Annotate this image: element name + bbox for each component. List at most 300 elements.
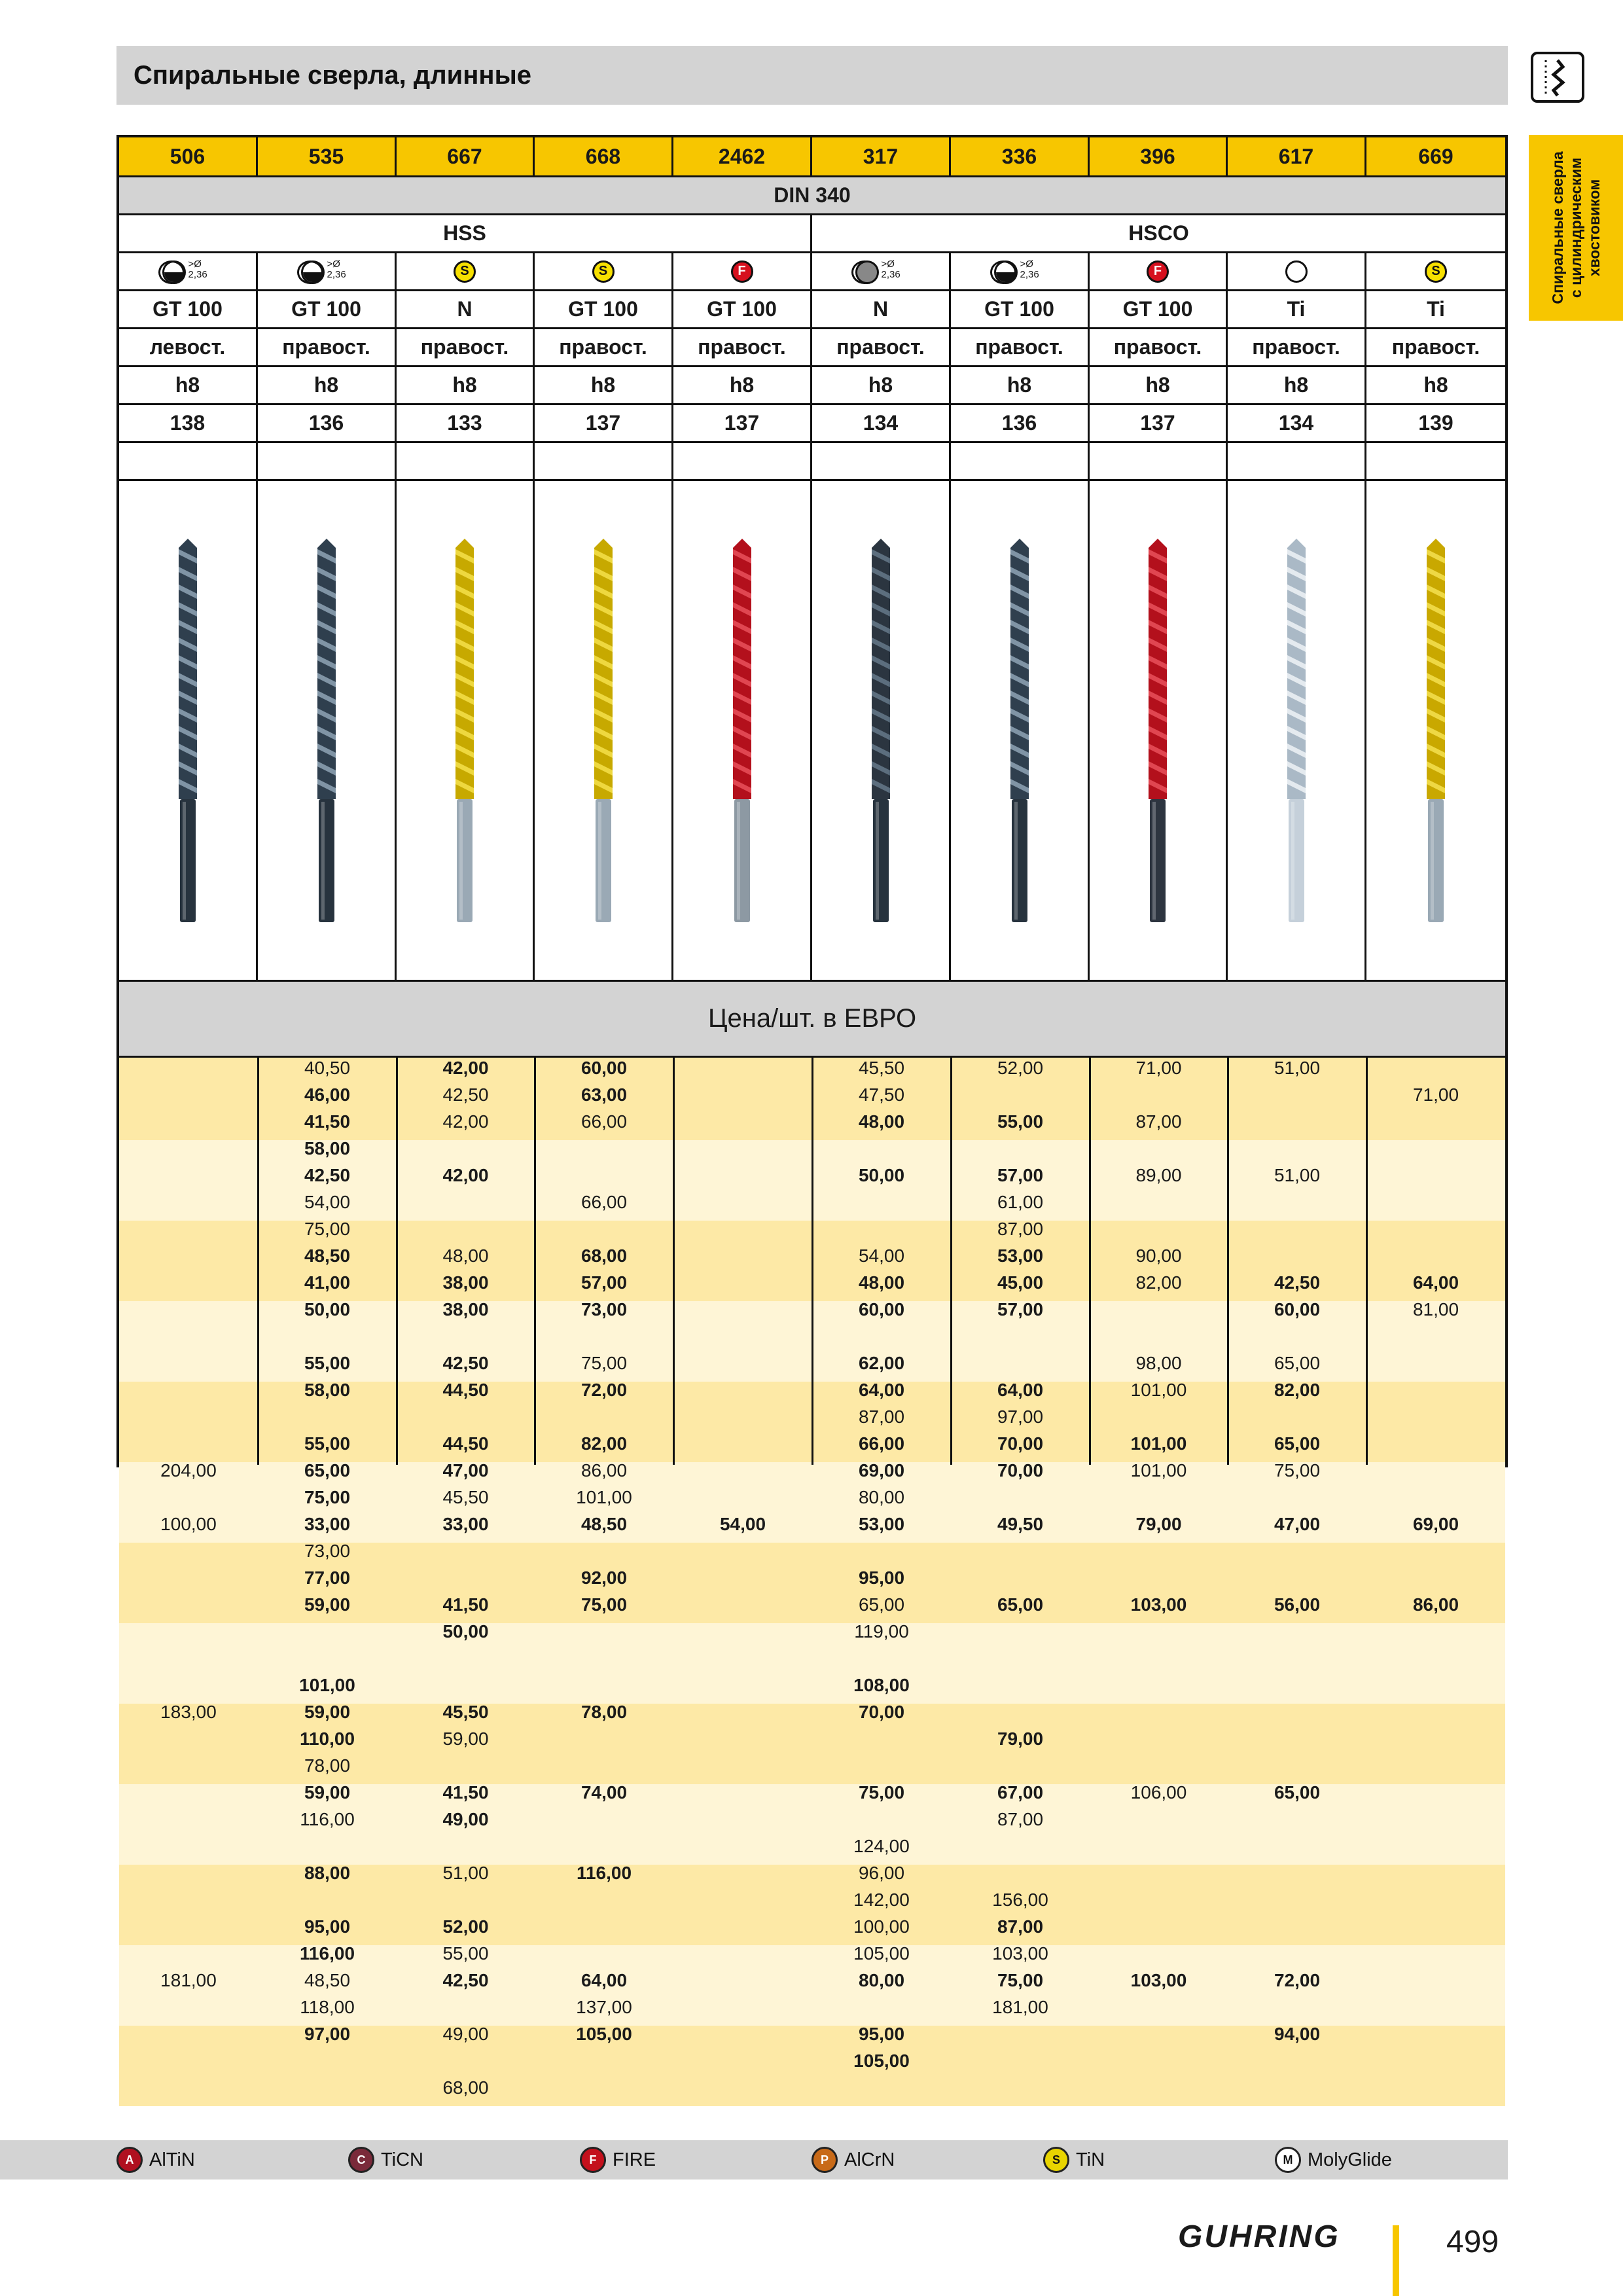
finish-circle-icon xyxy=(162,260,186,284)
price-value: 73,00 xyxy=(580,1299,628,1319)
price-header-row xyxy=(119,982,1505,1056)
diameter-symbol: >Ø xyxy=(188,258,202,270)
diameter-value: 2,36 xyxy=(327,268,346,280)
coating-icon-cell xyxy=(673,253,812,289)
price-value: 67,00 xyxy=(997,1782,1044,1803)
title-bar xyxy=(116,46,1508,105)
legend-label: TiCN xyxy=(381,2149,423,2170)
price-value: 124,00 xyxy=(853,1836,910,1856)
coating-f-icon: F xyxy=(1147,260,1169,283)
drill-image-cell xyxy=(673,481,812,980)
blank-cell xyxy=(535,443,673,479)
price-value: 101,00 xyxy=(576,1487,632,1507)
price-value: 62,00 xyxy=(858,1353,905,1373)
drill-bit-image xyxy=(307,537,346,924)
surface-finish-icon xyxy=(851,257,910,287)
diameter-value: 2,36 xyxy=(188,268,207,280)
price-value: 48,50 xyxy=(304,1970,351,1990)
side-tab-line: Спиральные сверла xyxy=(1549,151,1566,304)
article-code: 396 xyxy=(1090,137,1228,175)
price-value: 55,00 xyxy=(442,1943,489,1964)
article-code: 535 xyxy=(258,137,397,175)
blank-cell xyxy=(397,443,535,479)
direction-row xyxy=(119,329,1505,365)
price-value: 69,00 xyxy=(858,1460,905,1480)
blank-cell xyxy=(1366,443,1505,479)
section-side-tab[interactable] xyxy=(1529,135,1623,321)
price-value: 46,00 xyxy=(304,1085,351,1105)
side-tab-line: с цилиндрическим xyxy=(1567,157,1584,298)
legend-label: AlTiN xyxy=(149,2149,195,2170)
cutting-direction: правост. xyxy=(535,329,673,365)
price-value: 38,00 xyxy=(442,1272,489,1293)
price-value: 47,00 xyxy=(1274,1514,1321,1534)
price-value: 33,00 xyxy=(442,1514,489,1534)
price-value: 183,00 xyxy=(160,1702,217,1722)
price-value: 79,00 xyxy=(997,1729,1044,1749)
diameter-label xyxy=(327,259,346,280)
column-divider xyxy=(1366,1058,1368,1465)
coating-s-icon: S xyxy=(592,260,615,283)
point-angle: 134 xyxy=(812,405,951,441)
price-value: 116,00 xyxy=(299,1943,355,1964)
diameter-symbol: >Ø xyxy=(881,258,895,270)
coating-icon-cell xyxy=(535,253,673,289)
price-value: 51,00 xyxy=(1274,1165,1321,1185)
coating-alcrn-icon: P xyxy=(812,2147,838,2173)
price-value: 65,00 xyxy=(858,1594,905,1615)
article-code: 506 xyxy=(119,137,258,175)
cutting-direction: правост. xyxy=(673,329,812,365)
price-value: 52,00 xyxy=(442,1916,489,1937)
price-value: 116,00 xyxy=(576,1863,632,1883)
price-value: 90,00 xyxy=(1135,1246,1182,1266)
drill-image-cell xyxy=(1228,481,1366,980)
price-value: 89,00 xyxy=(1135,1165,1182,1185)
price-value: 49,00 xyxy=(442,1809,489,1829)
blank-cell xyxy=(1228,443,1366,479)
price-value: 42,50 xyxy=(304,1165,351,1185)
legend-label: AlCrN xyxy=(844,2149,895,2170)
article-codes-row xyxy=(119,137,1505,175)
price-value: 98,00 xyxy=(1135,1353,1182,1373)
drill-type: N xyxy=(812,291,951,327)
price-value: 142,00 xyxy=(853,1890,910,1910)
price-value: 110,00 xyxy=(299,1729,355,1749)
price-value: 204,00 xyxy=(160,1460,217,1480)
price-value: 45,50 xyxy=(858,1058,905,1078)
price-value: 48,50 xyxy=(304,1246,351,1266)
drill-bit-image xyxy=(168,537,207,924)
page-title: Спиральные сверла, длинные xyxy=(134,61,531,90)
price-value: 59,00 xyxy=(304,1782,351,1803)
price-value: 41,50 xyxy=(442,1594,489,1615)
point-angle: 134 xyxy=(1228,405,1366,441)
point-angle: 137 xyxy=(535,405,673,441)
price-value: 105,00 xyxy=(853,2051,910,2071)
tolerance: h8 xyxy=(951,367,1090,403)
price-value: 50,00 xyxy=(858,1165,905,1185)
finish-circle-icon xyxy=(301,260,325,284)
price-value: 100,00 xyxy=(160,1514,217,1534)
blank-cell xyxy=(1090,443,1228,479)
drill-image-cell xyxy=(119,481,258,980)
price-value: 88,00 xyxy=(304,1863,351,1883)
price-value: 60,00 xyxy=(580,1058,628,1078)
price-value: 38,00 xyxy=(442,1299,489,1319)
point-angle: 137 xyxy=(673,405,812,441)
price-value: 181,00 xyxy=(992,1997,1048,2017)
price-value: 75,00 xyxy=(997,1970,1044,1990)
price-value: 64,00 xyxy=(580,1970,628,1990)
tolerance: h8 xyxy=(258,367,397,403)
price-value: 42,00 xyxy=(442,1058,489,1078)
price-value: 72,00 xyxy=(1274,1970,1321,1990)
blank-row xyxy=(119,443,1505,479)
cutting-direction: правост. xyxy=(397,329,535,365)
point-angle: 138 xyxy=(119,405,258,441)
coating-icon-cell xyxy=(1228,253,1366,289)
price-value: 69,00 xyxy=(1412,1514,1459,1534)
price-value: 64,00 xyxy=(858,1380,905,1400)
tolerance: h8 xyxy=(1228,367,1366,403)
legend-item-ticn xyxy=(348,2140,423,2179)
price-value: 118,00 xyxy=(300,1997,355,2017)
brand-logo: GUHRING xyxy=(1178,2219,1340,2254)
price-value: 60,00 xyxy=(1274,1299,1321,1319)
cutting-direction: правост. xyxy=(258,329,397,365)
price-value: 70,00 xyxy=(997,1433,1044,1454)
price-value: 100,00 xyxy=(853,1916,910,1937)
price-value: 54,00 xyxy=(858,1246,905,1266)
side-tab-label xyxy=(1548,139,1603,316)
tolerance: h8 xyxy=(119,367,258,403)
price-value: 65,00 xyxy=(997,1594,1044,1615)
price-value: 116,00 xyxy=(300,1809,355,1829)
price-value: 86,00 xyxy=(580,1460,628,1480)
blank-cell xyxy=(951,443,1090,479)
price-value: 42,50 xyxy=(1274,1272,1321,1293)
price-value: 87,00 xyxy=(997,1916,1044,1937)
drill-type: GT 100 xyxy=(1090,291,1228,327)
price-value: 53,00 xyxy=(997,1246,1044,1266)
price-value: 59,00 xyxy=(304,1702,351,1722)
price-value: 51,00 xyxy=(442,1863,489,1883)
price-value: 119,00 xyxy=(854,1621,909,1641)
drill-image-cell xyxy=(258,481,397,980)
price-value: 60,00 xyxy=(858,1299,905,1319)
coating-legend xyxy=(0,2140,1508,2179)
finish-circle-icon xyxy=(994,260,1018,284)
cutting-direction: правост. xyxy=(951,329,1090,365)
price-value: 95,00 xyxy=(858,1568,905,1588)
drill-image-cell xyxy=(951,481,1090,980)
article-code: 669 xyxy=(1418,144,1454,168)
material-group: HSCO xyxy=(1128,221,1189,245)
point-angle: 139 xyxy=(1418,411,1454,435)
price-value: 54,00 xyxy=(719,1514,766,1534)
article-code: 667 xyxy=(397,137,535,175)
surface-finish-icon xyxy=(297,257,356,287)
price-value: 66,00 xyxy=(580,1111,628,1132)
coating-tin-icon: S xyxy=(1043,2147,1069,2173)
price-value: 105,00 xyxy=(576,2024,632,2044)
price-value: 106,00 xyxy=(1130,1782,1187,1803)
material-group: HSS xyxy=(119,215,812,251)
coating-fire-icon: F xyxy=(580,2147,606,2173)
price-value: 81,00 xyxy=(1412,1299,1459,1319)
uncoated-icon xyxy=(1285,260,1308,283)
drill-type: GT 100 xyxy=(535,291,673,327)
price-value: 45,00 xyxy=(997,1272,1044,1293)
blank-cell xyxy=(258,443,397,479)
point-angle: 136 xyxy=(258,405,397,441)
price-value: 44,50 xyxy=(442,1380,489,1400)
price-value: 49,00 xyxy=(442,2024,489,2044)
price-value: 42,50 xyxy=(442,1085,489,1105)
price-value: 55,00 xyxy=(304,1353,351,1373)
finish-circle-icon xyxy=(855,260,879,284)
coating-icon-cell xyxy=(258,253,397,289)
legend-label: TiN xyxy=(1076,2149,1105,2170)
price-value: 103,00 xyxy=(1130,1970,1187,1990)
cutting-direction: правост. xyxy=(1090,329,1228,365)
legend-label: FIRE xyxy=(613,2149,656,2170)
coating-ticn-icon: C xyxy=(348,2147,374,2173)
tolerance: h8 xyxy=(1090,367,1228,403)
price-value: 41,50 xyxy=(442,1782,489,1803)
legend-label: MolyGlide xyxy=(1308,2149,1392,2170)
article-code: 336 xyxy=(951,137,1090,175)
drill-type: GT 100 xyxy=(951,291,1090,327)
price-value: 78,00 xyxy=(580,1702,628,1722)
drill-bit-image xyxy=(445,537,484,924)
price-value: 45,50 xyxy=(442,1487,489,1507)
price-value: 57,00 xyxy=(997,1165,1044,1185)
coating-f-icon: F xyxy=(731,260,753,283)
price-value: 137,00 xyxy=(576,1997,632,2017)
drill-type: GT 100 xyxy=(673,291,812,327)
price-value: 87,00 xyxy=(1135,1111,1182,1132)
price-data xyxy=(119,1058,1505,2098)
blank-cell xyxy=(119,443,258,479)
drill-bit-image xyxy=(1277,537,1316,924)
price-value: 156,00 xyxy=(992,1890,1048,1910)
article-code: 668 xyxy=(535,137,673,175)
price-value: 75,00 xyxy=(580,1594,628,1615)
coating-icon-cell xyxy=(951,253,1090,289)
price-value: 33,00 xyxy=(304,1514,351,1534)
coating-molyglide-icon: M xyxy=(1275,2147,1301,2173)
tolerance: h8 xyxy=(673,367,812,403)
tolerance-row xyxy=(119,367,1505,403)
drill-bit-image xyxy=(1138,537,1177,924)
price-value: 57,00 xyxy=(997,1299,1044,1319)
drill-image-cell xyxy=(1090,481,1228,980)
drill-image-cell xyxy=(397,481,535,980)
legend-item-alcrn xyxy=(812,2140,895,2179)
price-value: 59,00 xyxy=(304,1594,351,1615)
price-value: 47,00 xyxy=(442,1460,489,1480)
price-value: 52,00 xyxy=(997,1058,1044,1078)
drill-image-cell xyxy=(812,481,951,980)
price-value: 71,00 xyxy=(1412,1085,1459,1105)
price-value: 49,50 xyxy=(997,1514,1044,1534)
blank-cell xyxy=(812,443,951,479)
coating-icons-row xyxy=(119,253,1505,289)
drill-bit-image xyxy=(584,537,623,924)
article-code: 317 xyxy=(812,137,951,175)
column-divider xyxy=(673,1058,675,1465)
price-value: 64,00 xyxy=(997,1380,1044,1400)
coating-icon-cell xyxy=(1090,253,1228,289)
coating-altin-icon: A xyxy=(116,2147,143,2173)
price-value: 101,00 xyxy=(299,1675,355,1695)
price-value: 48,00 xyxy=(442,1246,489,1266)
price-value: 78,00 xyxy=(304,1755,351,1776)
drill-section-icon xyxy=(1530,51,1585,103)
diameter-value: 2,36 xyxy=(881,268,901,280)
price-value: 57,00 xyxy=(580,1272,628,1293)
price-value: 44,50 xyxy=(442,1433,489,1454)
material-row xyxy=(119,215,1505,251)
cutting-direction: левост. xyxy=(119,329,258,365)
price-value: 75,00 xyxy=(580,1353,628,1373)
price-value: 80,00 xyxy=(858,1487,905,1507)
price-value: 48,50 xyxy=(580,1514,628,1534)
drill-bit-image xyxy=(1416,537,1455,924)
drill-bit-image xyxy=(722,537,762,924)
price-value: 68,00 xyxy=(580,1246,628,1266)
drill-type: Ti xyxy=(1427,297,1445,321)
price-value: 53,00 xyxy=(858,1514,905,1534)
drill-type: Ti xyxy=(1228,291,1366,327)
point-angle: 136 xyxy=(951,405,1090,441)
tolerance: h8 xyxy=(397,367,535,403)
price-value: 40,50 xyxy=(304,1058,351,1078)
price-value: 72,00 xyxy=(580,1380,628,1400)
drill-type: GT 100 xyxy=(258,291,397,327)
drill-type: N xyxy=(397,291,535,327)
price-value: 75,00 xyxy=(1274,1460,1321,1480)
price-value: 101,00 xyxy=(1130,1433,1187,1454)
standard-row xyxy=(119,177,1505,213)
price-value: 80,00 xyxy=(858,1970,905,1990)
price-value: 94,00 xyxy=(1274,2024,1321,2044)
price-value: 70,00 xyxy=(858,1702,905,1722)
diameter-symbol: >Ø xyxy=(327,258,340,270)
price-value: 58,00 xyxy=(304,1380,351,1400)
price-value: 86,00 xyxy=(1412,1594,1459,1615)
coating-s-icon: S xyxy=(1425,260,1447,283)
tolerance: h8 xyxy=(535,367,673,403)
price-value: 87,00 xyxy=(858,1407,905,1427)
price-value: 51,00 xyxy=(1274,1058,1321,1078)
price-value: 54,00 xyxy=(304,1192,351,1212)
price-value: 103,00 xyxy=(992,1943,1048,1964)
coating-icon-cell xyxy=(1366,253,1505,289)
footer-accent-bar xyxy=(1393,2225,1399,2296)
price-value: 65,00 xyxy=(304,1460,351,1480)
price-value: 82,00 xyxy=(1274,1380,1321,1400)
drill-bit-image xyxy=(861,537,901,924)
price-value: 42,00 xyxy=(442,1165,489,1185)
tolerance: h8 xyxy=(812,367,951,403)
price-value: 79,00 xyxy=(1135,1514,1182,1534)
price-value: 45,50 xyxy=(442,1702,489,1722)
cutting-direction: правост. xyxy=(1391,335,1480,359)
coating-icon-cell xyxy=(119,253,258,289)
price-value: 42,50 xyxy=(442,1970,489,1990)
price-value: 74,00 xyxy=(580,1782,628,1803)
coating-s-icon: S xyxy=(454,260,476,283)
price-value: 63,00 xyxy=(580,1085,628,1105)
page-number: 499 xyxy=(1446,2225,1499,2259)
price-value: 75,00 xyxy=(304,1219,351,1239)
angle-row xyxy=(119,405,1505,441)
price-value: 41,50 xyxy=(304,1111,351,1132)
side-tab-line: хвостовиком xyxy=(1586,179,1603,277)
diameter-label xyxy=(882,259,901,280)
legend-item-molyglide xyxy=(1275,2140,1392,2179)
blank-cell xyxy=(673,443,812,479)
price-value: 82,00 xyxy=(1135,1272,1182,1293)
type-row xyxy=(119,291,1505,327)
drill-type: GT 100 xyxy=(119,291,258,327)
price-value: 68,00 xyxy=(442,2077,489,2098)
tolerance: h8 xyxy=(1423,373,1448,397)
price-value: 55,00 xyxy=(304,1433,351,1454)
cutting-direction: правост. xyxy=(812,329,951,365)
price-value: 41,00 xyxy=(304,1272,351,1293)
legend-item-tin xyxy=(1043,2140,1105,2179)
drill-image-cell xyxy=(1366,481,1505,980)
price-value: 47,50 xyxy=(858,1085,905,1105)
price-value: 87,00 xyxy=(997,1219,1044,1239)
price-value: 97,00 xyxy=(304,2024,351,2044)
price-value: 56,00 xyxy=(1274,1594,1321,1615)
price-value: 95,00 xyxy=(304,1916,351,1937)
price-value: 101,00 xyxy=(1130,1460,1187,1480)
drill-bit-image xyxy=(1000,537,1039,924)
diameter-label xyxy=(188,259,207,280)
price-value: 59,00 xyxy=(442,1729,489,1749)
price-value: 105,00 xyxy=(853,1943,910,1964)
price-value: 75,00 xyxy=(858,1782,905,1803)
price-value: 65,00 xyxy=(1274,1782,1321,1803)
price-value: 181,00 xyxy=(160,1970,217,1990)
surface-finish-icon xyxy=(990,257,1049,287)
price-value: 73,00 xyxy=(304,1541,351,1561)
cutting-direction: правост. xyxy=(1228,329,1366,365)
legend-item-fire xyxy=(580,2140,656,2179)
price-value: 71,00 xyxy=(1135,1058,1182,1078)
price-value: 55,00 xyxy=(997,1111,1044,1132)
price-value: 65,00 xyxy=(1274,1353,1321,1373)
coating-icon-cell xyxy=(397,253,535,289)
price-value: 50,00 xyxy=(304,1299,351,1319)
price-header: Цена/шт. в ЕВРО xyxy=(707,1004,917,1033)
price-value: 66,00 xyxy=(858,1433,905,1454)
price-value: 42,50 xyxy=(442,1353,489,1373)
point-angle: 137 xyxy=(1090,405,1228,441)
product-table xyxy=(116,135,1508,2098)
surface-finish-icon xyxy=(158,257,217,287)
price-value: 95,00 xyxy=(858,2024,905,2044)
price-value: 66,00 xyxy=(580,1192,628,1212)
price-value: 58,00 xyxy=(304,1138,351,1158)
price-value: 103,00 xyxy=(1130,1594,1187,1615)
